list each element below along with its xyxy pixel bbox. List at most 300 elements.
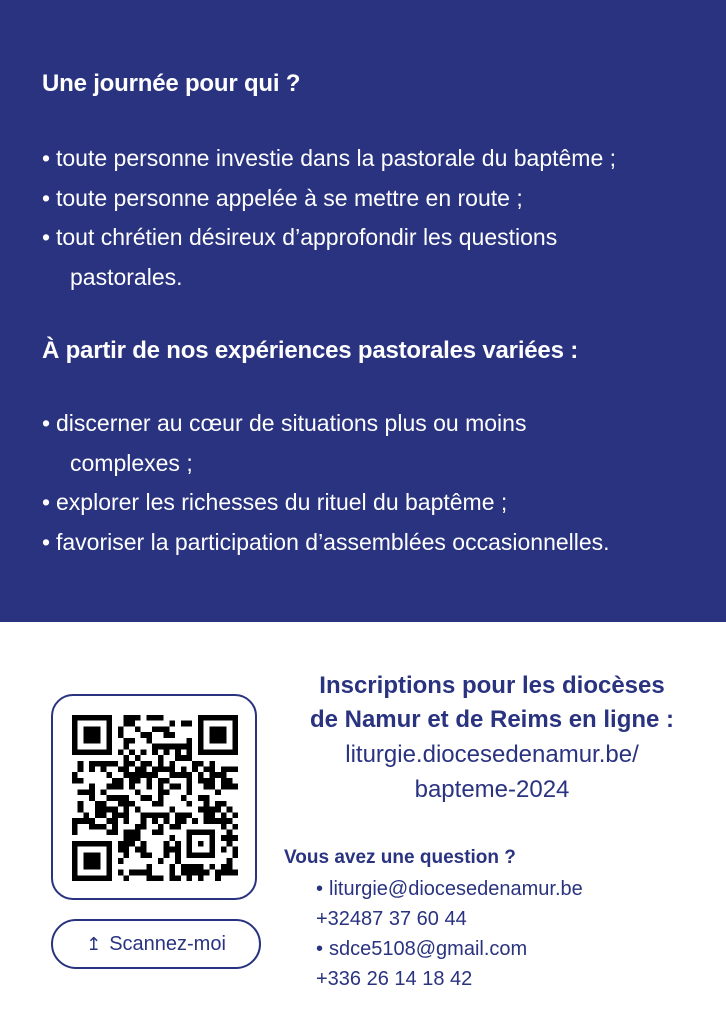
qr-module [169,744,175,750]
qr-module [175,812,181,818]
qr-module [112,795,118,801]
qr-module [124,841,130,847]
qr-module [118,795,124,801]
qr-module [152,744,158,750]
qr-module [209,807,215,813]
qr-module [129,829,135,835]
qr-module [158,829,164,835]
qr-module [232,847,238,853]
qr-module [186,875,192,881]
qr-module [227,778,233,784]
qr-module [169,767,175,773]
qr-module [227,784,233,790]
qr-module [78,818,84,824]
qr-module [135,835,141,841]
qr-module [164,847,170,853]
qr-module [215,772,221,778]
qr-module [141,812,147,818]
qr-module [72,772,78,778]
list-item: • toute personne appelée à se mettre en route ; [42,184,523,211]
qr-module [124,829,130,835]
qr-module [221,767,227,773]
registration-block [278,669,706,807]
qr-module [135,715,141,721]
qr-module [124,801,130,807]
qr-module [112,784,118,790]
qr-module [204,784,210,790]
qr-module [204,818,210,824]
registration-subtitle: de Namur et de Reims en ligne : [309,706,675,733]
qr-module [164,732,170,738]
qr-module [141,732,147,738]
qr-module [106,772,112,778]
qr-module [135,829,141,835]
qr-module [141,870,147,876]
qr-module [175,875,181,881]
qr-module [221,818,227,824]
qr-module [124,852,130,858]
qr-module [175,744,181,750]
qr-module [169,875,175,881]
qr-module [89,784,95,790]
qr-module [169,732,175,738]
qr-module [158,715,164,721]
qr-module [198,795,204,801]
qr-module [83,789,89,795]
qr-module [78,801,84,807]
qr-module [152,875,158,881]
qr-module [129,772,135,778]
qr-module [181,870,187,876]
qr-module [158,789,164,795]
qr-module [158,858,164,864]
qr-module [101,812,107,818]
qr-module [146,732,152,738]
qr-module [146,864,152,870]
qr-module [215,807,221,813]
qr-module [186,772,192,778]
qr-module [129,761,135,767]
qr-module [227,841,233,847]
qr-module [135,778,141,784]
qr-module [146,761,152,767]
qr-module [181,795,187,801]
qr-module [164,818,170,824]
qr-module [209,784,215,790]
qr-module [78,807,84,813]
qr-module [72,829,78,835]
qr-module [175,784,181,790]
qr-module [141,767,147,773]
qr-module [89,795,95,801]
qr-module [175,755,181,761]
qr-module [95,824,101,830]
qr-module [175,818,181,824]
qr-module [158,755,164,761]
qr-module [146,812,152,818]
qr-module [209,812,215,818]
qr-module [198,778,204,784]
qr-module [101,801,107,807]
scan-label: Scannez-moi [109,932,226,955]
qr-module [83,818,89,824]
qr-module [146,875,152,881]
qr-module [129,784,135,790]
qr-module [221,835,227,841]
qr-module [152,818,158,824]
qr-module [186,864,192,870]
qr-module [106,829,112,835]
qr-module [146,795,152,801]
qr-module [112,824,118,830]
qr-module [181,721,187,727]
qr-module [78,767,84,773]
qr-module [129,801,135,807]
qr-module [164,749,170,755]
qr-module [175,858,181,864]
qr-module [232,852,238,858]
qr-module [135,789,141,795]
qr-module [112,761,118,767]
qr-module [141,772,147,778]
qr-module [215,875,221,881]
qr-module [112,778,118,784]
qr-code[interactable] [51,694,257,900]
qr-module [198,761,204,767]
qr-module [186,812,192,818]
qr-module [169,784,175,790]
qr-module [227,807,233,813]
qr-module [152,715,158,721]
qr-module [129,870,135,876]
qr-module [152,801,158,807]
qr-module [215,801,221,807]
heading-audience: Une journée pour qui ? [42,70,301,97]
qr-module [227,864,233,870]
contact-email[interactable]: • liturgie@diocesedenamur.be [316,878,583,900]
qr-module [209,772,215,778]
qr-module [101,807,107,813]
contact-email[interactable]: • sdce5108@gmail.com [316,938,528,960]
qr-module [221,812,227,818]
qr-module [232,835,238,841]
qr-module [124,835,130,841]
qr-module [129,749,135,755]
qr-code-icon [72,715,238,881]
qr-module [129,778,135,784]
qr-module [175,841,181,847]
qr-module [204,767,210,773]
qr-module [118,784,124,790]
qr-module [158,767,164,773]
upload-arrow-icon: ↥ [86,933,102,954]
qr-module [124,807,130,813]
qr-module [135,870,141,876]
qr-module [146,778,152,784]
qr-module [204,778,210,784]
qr-module [186,749,192,755]
qr-module [175,852,181,858]
qr-module [95,807,101,813]
qr-module [135,824,141,830]
qr-module [221,824,227,830]
question-heading: Vous avez une question ? [284,847,516,868]
qr-module [141,841,147,847]
qr-module [169,835,175,841]
qr-module [124,761,130,767]
qr-module [181,767,187,773]
qr-module [175,749,181,755]
qr-module [192,818,198,824]
qr-module [158,812,164,818]
qr-module [141,824,147,830]
qr-module [146,738,152,744]
qr-module [204,801,210,807]
qr-module [124,772,130,778]
list-item: • tout chrétien désireux d’approfondir les questions pastorales. [42,224,558,290]
qr-module [232,784,238,790]
qr-module [175,824,181,830]
qr-module [118,870,124,876]
qr-module [209,778,215,784]
qr-module [186,755,192,761]
qr-module [192,870,198,876]
qr-module [89,767,95,773]
qr-module [72,778,78,784]
qr-module [129,721,135,727]
qr-module [227,835,233,841]
qr-module [141,749,147,755]
qr-module [124,818,130,824]
qr-module [124,755,130,761]
qr-module [221,778,227,784]
qr-module [129,738,135,744]
qr-module [215,870,221,876]
qr-module [146,852,152,858]
qr-module [158,761,164,767]
qr-module [135,847,141,853]
qr-module [232,824,238,830]
qr-module [169,847,175,853]
qr-module [169,721,175,727]
qr-module [118,726,124,732]
qr-module [232,870,238,876]
qr-module [141,761,147,767]
qr-module [89,824,95,830]
qr-module [141,852,147,858]
qr-module [209,767,215,773]
qr-module [198,772,204,778]
audience-list [42,139,616,297]
qr-module [135,767,141,773]
qr-module [106,784,112,790]
qr-module [124,875,130,881]
qr-module [221,864,227,870]
qr-module [146,772,152,778]
qr-module [141,795,147,801]
qr-module [221,801,227,807]
qr-module [72,824,78,830]
list-item: • toute personne investie dans la pastorale du baptême ; [42,145,617,171]
qr-module [192,864,198,870]
qr-module [169,772,175,778]
qr-module [146,715,152,721]
qr-module [215,789,221,795]
qr-module [106,818,112,824]
registration-link[interactable]: liturgie.diocesedenamur.be/ [345,741,639,768]
qr-module [221,772,227,778]
qr-module [135,772,141,778]
list-item: • explorer les richesses du rituel du baptême ; [42,489,508,515]
qr-module [181,755,187,761]
qr-module [169,864,175,870]
qr-module [152,772,158,778]
bottom-panel [0,622,726,1024]
list-item: • discerner au cœur de situations plus ou moins complexes ; [42,410,527,476]
qr-module [186,870,192,876]
qr-module [118,841,124,847]
qr-module [118,801,124,807]
qr-module [152,829,158,835]
qr-module [158,795,164,801]
qr-module [106,807,112,813]
qr-module [181,744,187,750]
qr-module [186,778,192,784]
qr-module [164,726,170,732]
qr-module [227,767,233,773]
qr-module [124,767,130,773]
qr-module [198,864,204,870]
qr-module [204,870,210,876]
qr-module [181,818,187,824]
qr-module [158,801,164,807]
qr-module [164,812,170,818]
qr-module [101,761,107,767]
qr-module [186,744,192,750]
qr-module [112,829,118,835]
contact-phone[interactable]: +32487 37 60 44 [316,908,467,930]
qr-module [175,772,181,778]
qr-module [181,864,187,870]
qr-module [118,778,124,784]
qr-module [118,767,124,773]
qr-module [204,795,210,801]
qr-module [106,761,112,767]
qr-module [89,789,95,795]
qr-module [112,818,118,824]
qr-module [141,818,147,824]
qr-module [227,818,233,824]
qr-module [186,801,192,807]
qr-module [204,812,210,818]
qr-module [227,858,233,864]
qr-module [158,778,164,784]
qr-module [124,812,130,818]
qr-module [118,812,124,818]
qr-module [124,744,130,750]
qr-module [112,807,118,813]
qr-module [152,767,158,773]
qr-module [169,824,175,830]
qr-module [89,818,95,824]
qr-module [124,715,130,721]
qr-module [186,784,192,790]
qr-module [209,761,215,767]
qr-module [169,807,175,813]
qr-module [95,761,101,767]
qr-module [129,835,135,841]
qr-module [232,767,238,773]
qr-module [101,824,107,830]
qr-module [198,875,204,881]
qr-module [175,847,181,853]
qr-module [101,789,107,795]
qr-module [169,870,175,876]
registration-link-cont[interactable]: bapteme-2024 [414,776,570,803]
qr-module [169,761,175,767]
qr-module [146,870,152,876]
qr-module [221,870,227,876]
qr-module [124,738,130,744]
contact-list [316,874,583,994]
qr-module [209,818,215,824]
qr-module [101,767,107,773]
qr-module [186,721,192,727]
qr-module [152,749,158,755]
qr-module [118,732,124,738]
qr-module [158,726,164,732]
qr-module [78,789,84,795]
qr-module [124,795,130,801]
qr-module [135,807,141,813]
scan-button[interactable] [51,919,261,969]
qr-module [135,755,141,761]
list-item: • favoriser la participation d’assemblées occasionnelles. [42,528,610,555]
qr-module [152,726,158,732]
qr-module [158,875,164,881]
qr-module [192,761,198,767]
qr-module [164,841,170,847]
qr-module [186,738,192,744]
qr-module [204,807,210,813]
qr-module [215,818,221,824]
qr-module [164,778,170,784]
qr-module [118,858,124,864]
qr-module [158,824,164,830]
qr-module [227,870,233,876]
qr-module [118,847,124,853]
qr-module [112,812,118,818]
qr-module [164,852,170,858]
heading-experiences: À partir de nos expériences pastorales variées : [42,337,578,364]
qr-module [106,795,112,801]
qr-module [192,767,198,773]
qr-module [164,744,170,750]
qr-module [158,744,164,750]
qr-module [164,789,170,795]
qr-module [146,784,152,790]
qr-module [186,789,192,795]
qr-module [181,772,187,778]
qr-module [232,812,238,818]
qr-module [72,818,78,824]
qr-module [118,749,124,755]
contact-phone[interactable]: +336 26 14 18 42 [316,968,473,990]
qr-module [95,801,101,807]
qr-module [158,784,164,790]
experiences-list [42,404,610,562]
qr-module [152,812,158,818]
